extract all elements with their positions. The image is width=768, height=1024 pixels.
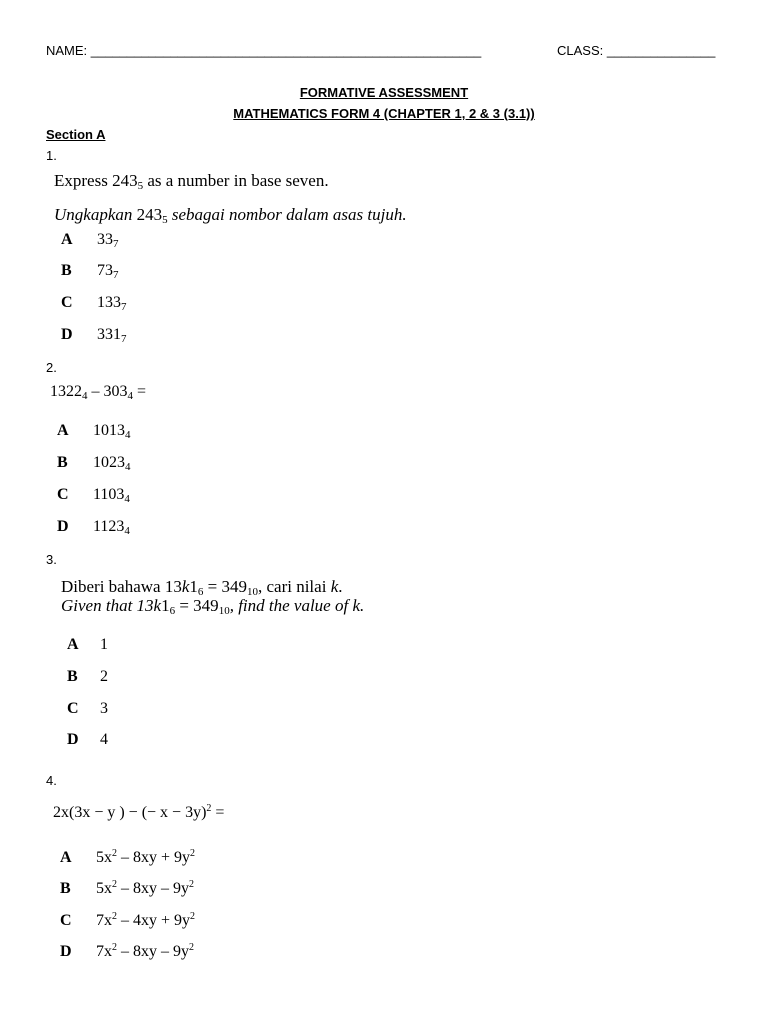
question-stem-english: Given that $13k1_6 = 349_{10}$, find the value of k. [61,596,365,617]
answer-option[interactable]: C 3 [67,700,108,717]
answer-option[interactable]: C $1103_4$ [57,486,130,505]
answer-option[interactable]: A $33_7$ [61,231,119,250]
answer-option[interactable]: C $133_7$ [61,294,127,313]
name-field-label: NAME: ______________________________________________________ [46,43,482,58]
question-stem-malay: Ungkapkan $243_5$ sebagai nombor dalam asas tujuh. [54,205,407,226]
answer-option[interactable]: D 4 [67,731,108,748]
section-heading: Section A [46,127,106,142]
page-title: FORMATIVE ASSESSMENT [299,85,469,100]
answer-option[interactable]: A 1 [67,636,108,653]
answer-option[interactable]: D $7x^2 - 8xy - 9y^2$ [60,942,194,960]
question-stem: 2x(3x − y ) − (− x − 3y)$^2$ = [53,803,225,821]
class-field-label: CLASS: _______________ [557,43,716,58]
answer-option[interactable]: D $1123_4$ [57,518,130,537]
question-number: 1. [46,148,57,163]
answer-option[interactable]: B 2 [67,668,108,685]
answer-option[interactable]: B $5x^2 - 8xy - 9y^2$ [60,879,194,897]
answer-option[interactable]: B $73_7$ [61,262,119,281]
answer-option[interactable]: D $331_7$ [61,326,127,345]
question-number: 2. [46,360,57,375]
question-number: 3. [46,552,57,567]
answer-option[interactable]: A $1013_4$ [57,422,131,441]
question-stem-malay: Diberi bahawa $13k1_6 = 349_{10}$, cari nilai k. [61,577,343,598]
page-subtitle: MATHEMATICS FORM 4 (CHAPTER 1, 2 & 3 (3.1)) [233,106,535,121]
question-stem-english: Express $243_5$ as a number in base seven. [54,171,329,192]
answer-option[interactable]: B $1023_4$ [57,454,131,473]
answer-option[interactable]: A $5x^2 - 8xy + 9y^2$ [60,848,196,866]
question-stem: $1322_4 - 303_4$ = [50,383,147,402]
question-number: 4. [46,773,57,788]
answer-option[interactable]: C $7x^2 - 4xy + 9y^2$ [60,911,196,929]
